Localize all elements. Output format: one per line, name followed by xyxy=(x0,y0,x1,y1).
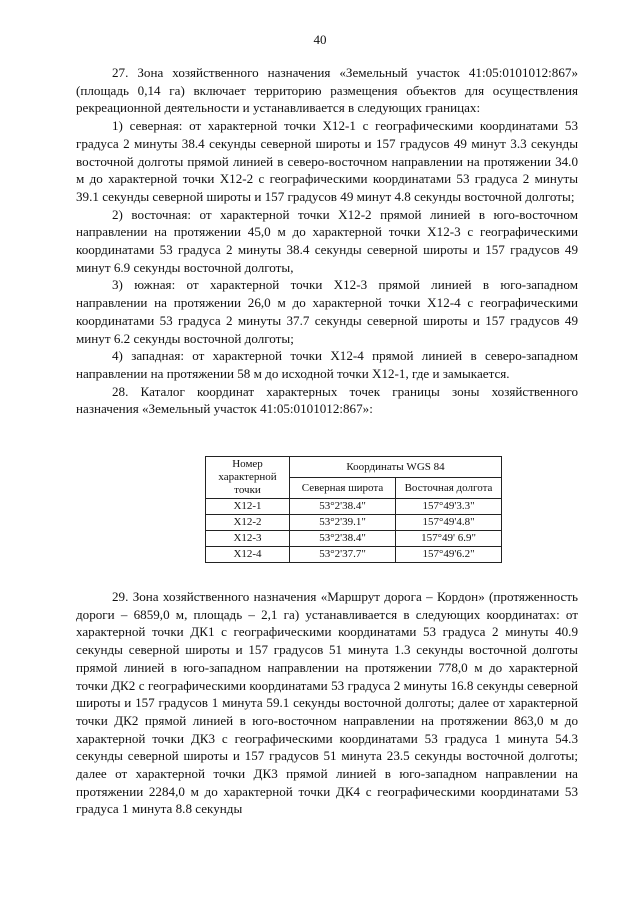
cell-point: X12-4 xyxy=(206,547,290,563)
cell-point: X12-3 xyxy=(206,531,290,547)
border-north: 1) северная: от характерной точки X12-1 с географическими координатами 53 градуса 2 минуты 38.4 секунды северной широты и 157 градусов 49 минут 3.3 секунды восточной долготы прямой линией в северо-восточном направлении на протяжении 34.0 м до характерной точки X12-2 с географическими координатами 53 градуса 2 минуты 39.1 секунды северной широты и 157 градусов 49 минут 4.8 секунды восточной долготы; xyxy=(76,118,578,204)
cell-longitude: 157°49'3.3" xyxy=(396,499,502,515)
border-east: 2) восточная: от характерной точки X12-2 прямой линией в юго-восточном направлении на протяжении 45,0 м до характерной точки X12-3 с географическими координатами 53 градуса 2 минуты 38.4 секунды северной широты и 157 градусов 49 минут 6.9 секунды восточной долготы, xyxy=(76,206,578,275)
header-coordinates: Координаты WGS 84 xyxy=(290,457,502,478)
table-row xyxy=(206,531,502,547)
cell-latitude: 53°2'38.4" xyxy=(290,531,396,547)
cell-longitude: 157°49'6.2" xyxy=(396,547,502,563)
cell-longitude: 157°49'4.8" xyxy=(396,515,502,531)
border-south: 3) южная: от характерной точки X12-3 прямой линией в юго-западном направлении на протяжении 26,0 м до характерной точки X12-4 с географическими координатами 53 градуса 2 минуты 37.7 секунды северной широты и 157 градусов 49 минут 6.2 секунды восточной долготы; xyxy=(76,277,578,346)
header-longitude: Восточная долгота xyxy=(396,478,502,499)
section-29-text xyxy=(76,588,578,818)
header-point-number: Номер характерной точки xyxy=(206,457,290,499)
header-latitude: Северная широта xyxy=(290,478,396,499)
cell-point: X12-2 xyxy=(206,515,290,531)
cell-latitude: 53°2'37.7" xyxy=(290,547,396,563)
page-number: 40 xyxy=(313,32,327,47)
cell-point: X12-1 xyxy=(206,499,290,515)
cell-longitude: 157°49' 6.9" xyxy=(396,531,502,547)
table-row xyxy=(206,499,502,515)
border-west: 4) западная: от характерной точки X12-4 прямой линией в северо-западном направлении на протяжении 58 м до исходной точки X12-1, где и замыкается. xyxy=(76,348,578,381)
section-28-intro: 28. Каталог координат характерных точек границы зоны хозяйственного назначения «Земельный участок 41:05:0101012:867»: xyxy=(76,383,578,417)
cell-latitude: 53°2'39.1" xyxy=(290,515,396,531)
cell-latitude: 53°2'38.4" xyxy=(290,499,396,515)
table-row xyxy=(206,515,502,531)
section-29-paragraph: 29. Зона хозяйственного назначения «Маршрут дорога – Кордон» (протяженность дороги – 6859,0 м, площадь – 2,1 га) устанавливается в следующих координатах: от характерной точки ДК1 с географическими координатами 53 градуса 2 минуты 40.9 секунды северной широты и 157 градусов 51 минута 1.3 секунды восточной долготы прямой линией в юго-западном направлении на протяжении 778,0 м до характерной точки ДК2 с географическими координатами 53 градуса 2 минуты 16.8 секунды северной широты и 157 градусов 1 минута 59.1 секунды восточной долготы; далее от характерной точки ДК2 прямой линией в юго-восточном направлении на протяжении 863,0 м до характерной точки ДК3 с географическими координатами 53 градуса 1 минута 54.3 секунды северной широты и 157 градусов 51 минута 23.5 секунды восточной долготы; далее от характерной точки ДК3 прямой линией в юго-западном направлении на протяжении 2284,0 м до характерной точки ДК4 с географическими координатами 53 градуса 1 минута 8.8 секунды xyxy=(76,589,578,817)
section-27-28-text xyxy=(76,64,578,418)
section-27-intro: 27. Зона хозяйственного назначения «Земельный участок 41:05:0101012:867» (площадь 0,14 га) включает территорию размещения объектов для осуществления рекреационной деятельности и устанавливается в следующих границах: xyxy=(76,65,578,116)
table-row xyxy=(206,547,502,563)
coordinates-table xyxy=(205,456,502,563)
